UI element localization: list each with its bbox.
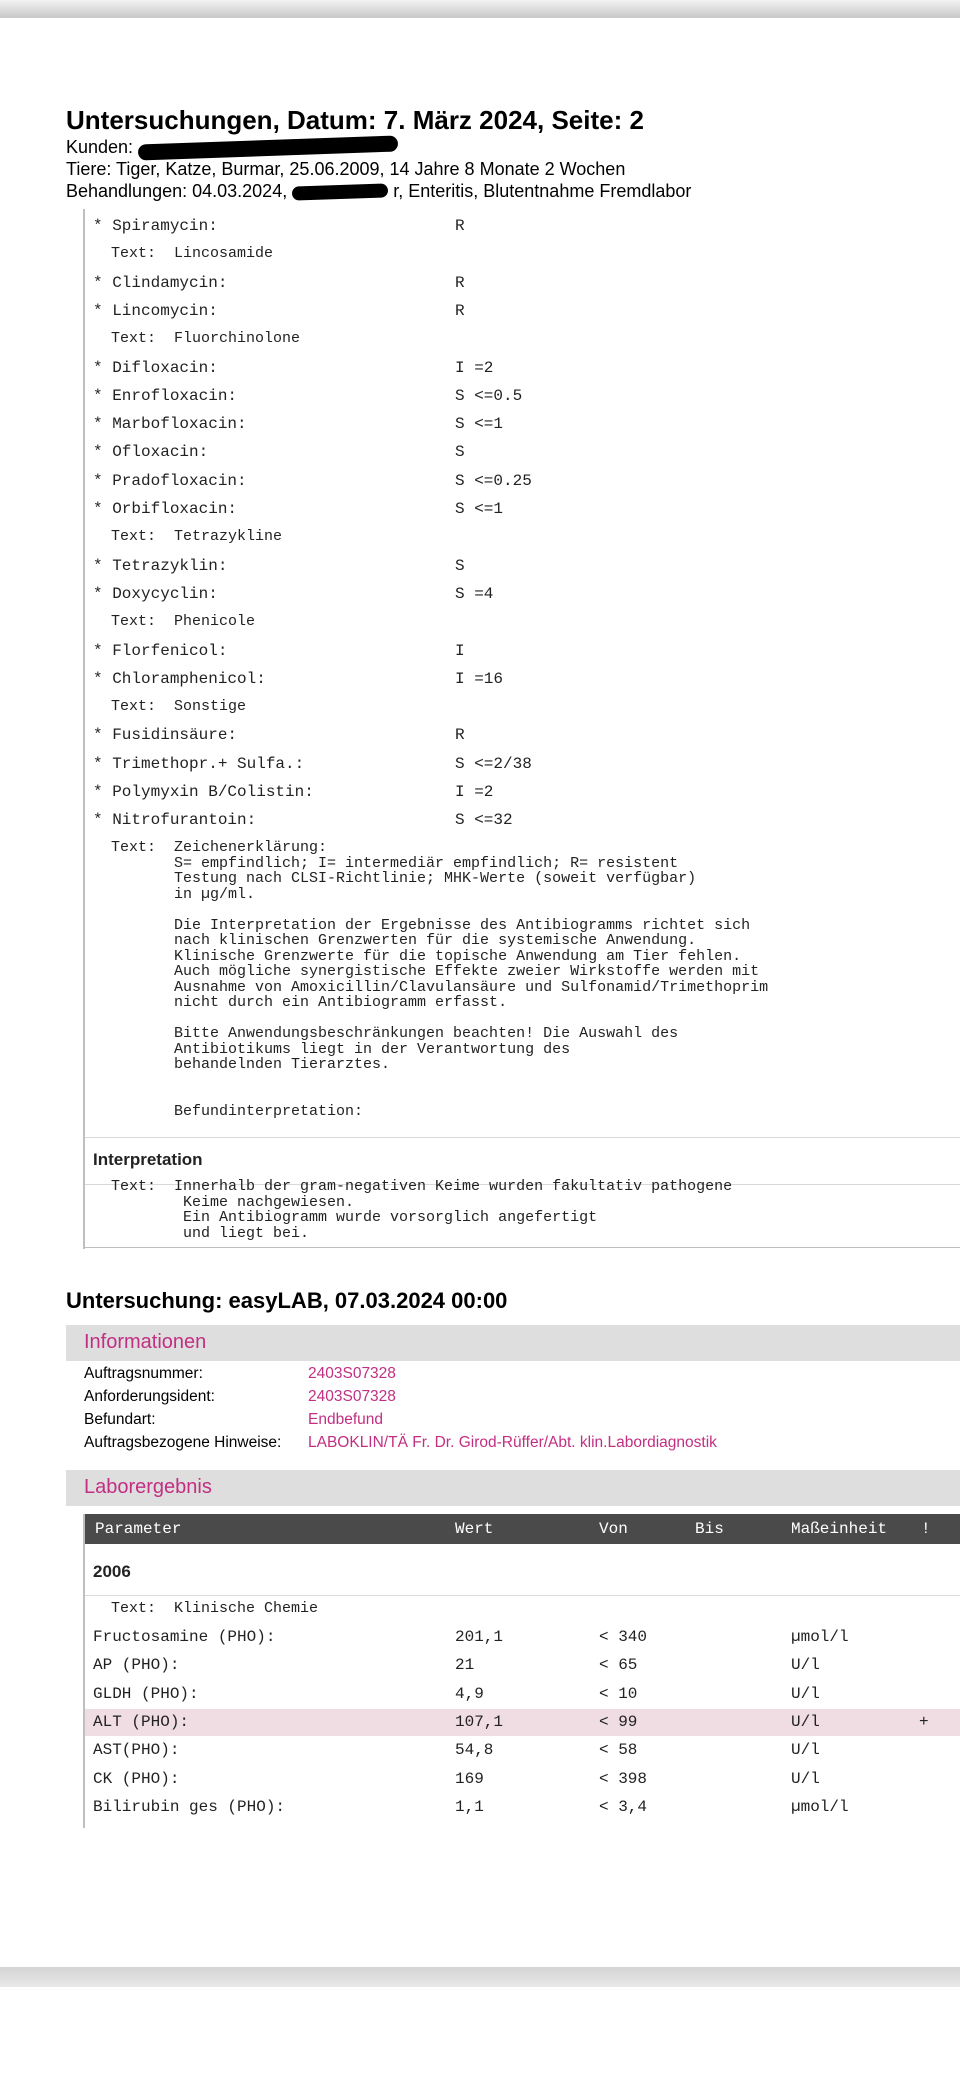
drug-name: * Spiramycin: [93,217,218,235]
info-row [84,1385,396,1408]
table-row [85,1624,960,1651]
kunden-line [66,136,946,158]
drug-result: I =16 [455,669,504,688]
drug-name: * Orbifloxacin: [93,500,238,518]
result-band-title: Laborergebnis [84,1476,212,1498]
drug-result: R [455,217,465,235]
antibiogram-panel [83,209,960,1249]
drug-name: * Nitrofurantoin: [93,811,257,830]
cell-einheit: µmol/l [791,1797,849,1816]
drug-result: I =2 [455,358,494,377]
info-label: Anforderungsident: [84,1388,215,1405]
result-band [66,1470,960,1506]
info-band-title: Informationen [84,1331,207,1353]
drug-name: * Clindamycin: [93,273,228,292]
cell-wert: 169 [455,1769,484,1788]
cell-wert: 54,8 [455,1741,494,1760]
group-row [85,1558,960,1585]
drug-name: * Ofloxacin: [93,443,209,462]
cell-von: < 65 [599,1656,638,1675]
cell-einheit: U/l [791,1656,820,1675]
cell-parameter: GLDH (PHO): [93,1684,199,1703]
info-row [84,1362,396,1385]
info-label: Auftragsbezogene Hinweise: [84,1434,282,1451]
drug-result: R [455,273,465,292]
table-row [85,1737,960,1764]
cell-einheit: µmol/l [791,1628,849,1646]
info-row [84,1408,383,1431]
interpretation-title: Interpretation [93,1150,203,1169]
drug-result: S [455,556,465,575]
cell-von: < 99 [599,1712,638,1731]
drug-name: * Tetrazyklin: [93,556,228,575]
page-title: Untersuchungen, Datum: 7. März 2024, Seite: 2 [66,105,644,135]
cell-von: < 10 [599,1684,638,1703]
drug-result: R [455,301,465,320]
drug-result: R [455,726,465,745]
info-value: 2403S07328 [308,1365,396,1382]
class-label: Text: Lincosamide [93,245,274,263]
cell-wert: 1,1 [455,1797,484,1816]
cell-von: < 58 [599,1741,638,1760]
info-row [84,1431,717,1454]
cell-von: < 340 [599,1628,648,1646]
drug-result: S <=2/38 [455,754,532,773]
lab-result-table [83,1514,960,1828]
redaction-mark [292,184,388,201]
drug-result: S <=1 [455,500,504,518]
cell-parameter: AST(PHO): [93,1741,180,1760]
col-wert: Wert [455,1520,494,1538]
table-row [85,1794,960,1821]
drug-name: * Difloxacin: [93,358,218,377]
group-text-row [85,1595,960,1623]
drug-name: * Chloramphenicol: [93,669,266,688]
legend-text: Text: Zeichenerklärung: S= empfindlich; I= intermediär empfindlich; R= resistent Testung nach CLSI-Richtlinie; MHK-Werte (soweit verfügbar) in µg/ml. Die Interpretation der Ergebnisse des Antibiogramms richtet sich nach klinischen Grenzwerten für die systemische Anwendung. Klinische Grenzwerte für die topische Anwendung am Tier fehlen. Auch mögliche synergistische Effekte zweier Wirkstoffe werden mit Ausnahme von Amoxicillin/Clavulansäure und Sulfonamid/Trimethoprim nicht durch ein Antibiogramm erfasst. Bitte Anwendungsbeschränkungen beachten! Die Auswahl des Antibiotikums liegt in der Verantwortung des behandelnden Tierarztes. Befundinterpretation: [111,839,769,1120]
interpretation-text: Text: Innerhalb der gram-negativen Keime wurden fakultativ pathogene Keime nachgewiesen. Ein Antibiogramm wurde vorsorglich angefertigt und liegt bei. [111,1178,733,1242]
cell-einheit: U/l [791,1684,820,1703]
col-einheit: Maßeinheit [791,1520,888,1538]
cell-wert: 107,1 [455,1712,504,1731]
behandlungen-suffix: r, Enteritis, Blutentnahme Fremdlabor [393,181,692,201]
table-row [85,1681,960,1708]
cell-wert: 4,9 [455,1684,484,1703]
section-title: Untersuchung: easyLAB, 07.03.2024 00:00 [66,1288,508,1313]
drug-name: * Pradofloxacin: [93,471,247,490]
cell-wert: 201,1 [455,1628,504,1646]
info-band [66,1325,960,1361]
col-bis: Bis [695,1520,724,1538]
top-bar [0,0,960,18]
document-header [66,104,946,202]
cell-wert: 21 [455,1656,475,1675]
class-label: Text: Sonstige [93,698,247,716]
drug-result: I [455,641,465,660]
class-label: Text: Phenicole [93,613,256,631]
drug-name: * Florfenicol: [93,641,228,660]
cell-parameter: Fructosamine (PHO): [93,1628,276,1646]
info-value: Endbefund [308,1411,383,1428]
cell-von: < 398 [599,1769,648,1788]
info-label: Auftragsnummer: [84,1365,203,1382]
drug-result: S <=1 [455,415,504,434]
drug-name: * Polymyxin B/Colistin: [93,783,314,801]
info-value: LABOKLIN/TÄ Fr. Dr. Girod-Rüffer/Abt. klin.Labordiagnostik [308,1434,717,1451]
col-parameter: Parameter [95,1520,182,1538]
drug-result: S [455,443,465,462]
cell-parameter: ALT (PHO): [93,1712,190,1731]
cell-parameter: CK (PHO): [93,1769,180,1788]
cell-parameter: Bilirubin ges (PHO): [93,1797,286,1816]
kunden-label: Kunden: [66,137,134,157]
table-row [85,1709,960,1736]
drug-result: S =4 [455,584,494,603]
bottom-bar [0,1967,960,1987]
drug-result: S <=32 [455,811,513,830]
table-header [85,1514,960,1544]
info-label: Befundart: [84,1411,156,1428]
drug-name: * Enrofloxacin: [93,386,238,405]
cell-einheit: U/l [791,1769,820,1788]
table-row [85,1766,960,1793]
tiere-line: Tiere: Tiger, Katze, Burmar, 25.06.2009, 14 Jahre 8 Monate 2 Wochen [66,159,626,179]
drug-name: * Trimethopr.+ Sulfa.: [93,754,305,773]
class-label: Text: Fluorchinolone [93,330,301,348]
behandlungen-line [66,180,946,202]
cell-einheit: U/l [791,1712,820,1731]
table-row [85,1652,960,1679]
drug-name: * Marbofloxacin: [93,415,247,434]
drug-result: S <=0.25 [455,471,532,490]
col-von: Von [599,1520,628,1538]
drug-name: * Fusidinsäure: [93,726,238,745]
cell-flag: + [919,1712,929,1731]
drug-result: I =2 [455,783,494,801]
cell-von: < 3,4 [599,1797,648,1816]
cell-einheit: U/l [791,1741,820,1760]
drug-result: S <=0.5 [455,386,523,405]
behandlungen-prefix: Behandlungen: 04.03.2024, [66,181,288,201]
info-value: 2403S07328 [308,1388,396,1405]
panel-divider [85,1247,960,1248]
group-text: Text: Klinische Chemie [93,1600,319,1617]
cell-parameter: AP (PHO): [93,1656,180,1675]
drug-name: * Doxycyclin: [93,584,218,603]
drug-name: * Lincomycin: [93,301,218,320]
col-flag: ! [921,1520,931,1538]
class-label: Text: Tetrazykline [93,528,283,546]
group-code: 2006 [93,1562,131,1581]
